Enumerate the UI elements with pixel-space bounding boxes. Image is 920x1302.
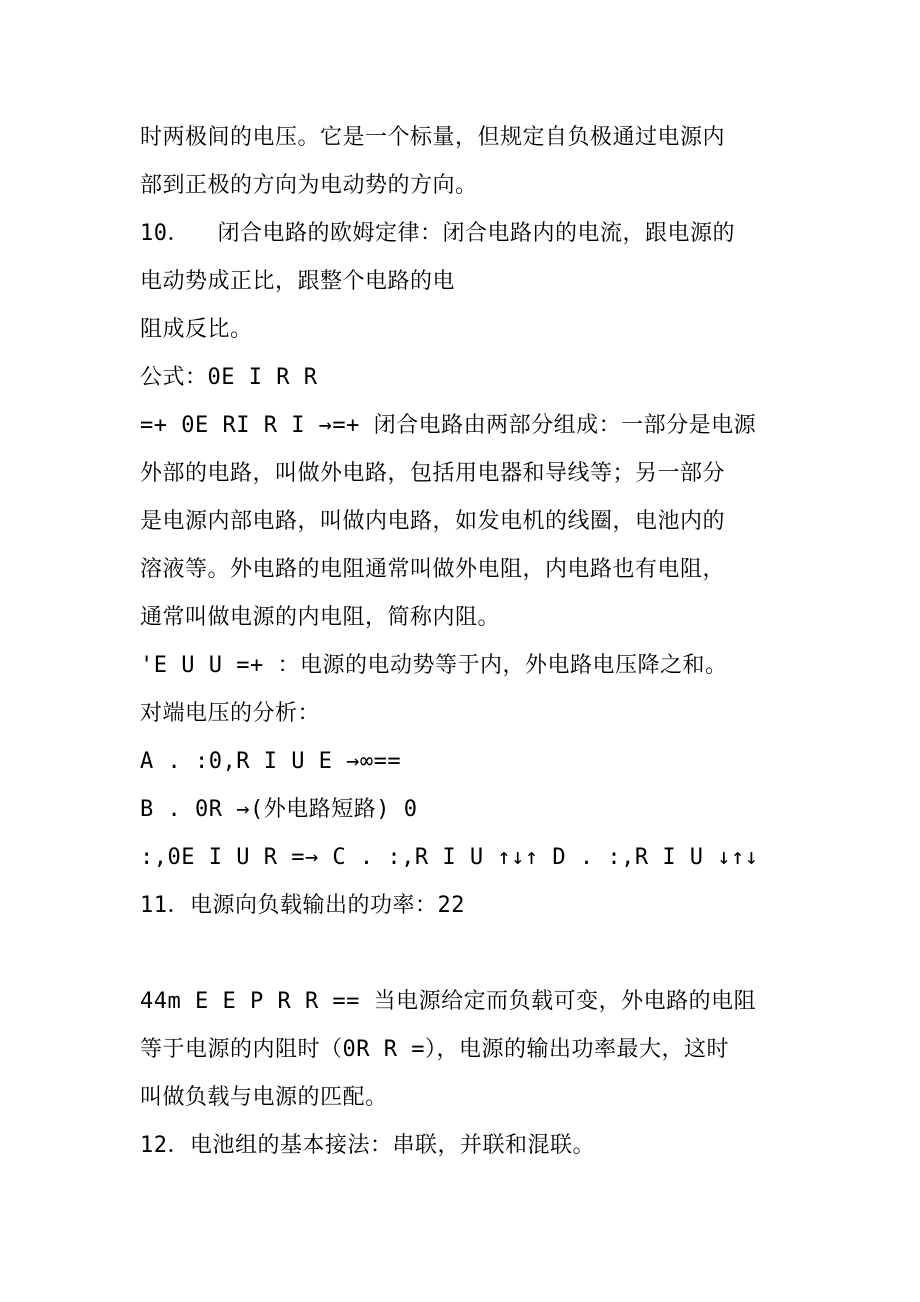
text-line: 叫做负载与电源的匹配。 [140,1085,388,1110]
text-line: 'E U U =+ ：电源的电动势等于内，外电路电压降之和。 [140,653,728,678]
text-line: 12．电池组的基本接法：串联，并联和混联。 [140,1133,595,1158]
text-line: 11．电源向负载输出的功率：22 [140,893,465,918]
text-line: 外部的电路，叫做外电路，包括用电器和导线等；另一部分 [140,461,726,486]
formula-line: :,0E I U R =→ C . :,R I U ↑↓↑ D . :,R I U ↓↑↓ [140,845,759,870]
formula-line: B . 0R →(外电路短路) 0 [140,797,418,822]
text-line: =+ 0E RI R I →=+ 闭合电路由两部分组成：一部分是电源 [140,413,757,438]
formula-line: 公式：0E I R R [140,365,318,390]
text-line: 阻成反比。 [140,317,253,342]
text-line: 10． 闭合电路的欧姆定律：闭合电路内的电流，跟电源的 [140,221,735,246]
text-line: 电动势成正比，跟整个电路的电 [140,269,456,294]
text-line: 溶液等。外电路的电阻通常叫做外电阻，内电路也有电阻， [140,557,726,582]
text-line: 对端电压的分析： [140,701,321,726]
text-line: 时两极间的电压。它是一个标量，但规定自负极通过电源内 [140,125,726,150]
text-line: 通常叫做电源的内电阻，简称内阻。 [140,605,501,630]
formula-line: A . :0,R I U E →∞== [140,749,402,774]
text-line: 等于电源的内阻时（0R R =），电源的输出功率最大，这时 [140,1037,729,1062]
text-line: 是电源内部电路，叫做内电路，如发电机的线圈，电池内的 [140,509,726,534]
text-line: 44m E E P R R == 当电源给定而负载可变，外电路的电阻 [140,989,757,1014]
text-line: 部到正极的方向为电动势的方向。 [140,173,478,198]
